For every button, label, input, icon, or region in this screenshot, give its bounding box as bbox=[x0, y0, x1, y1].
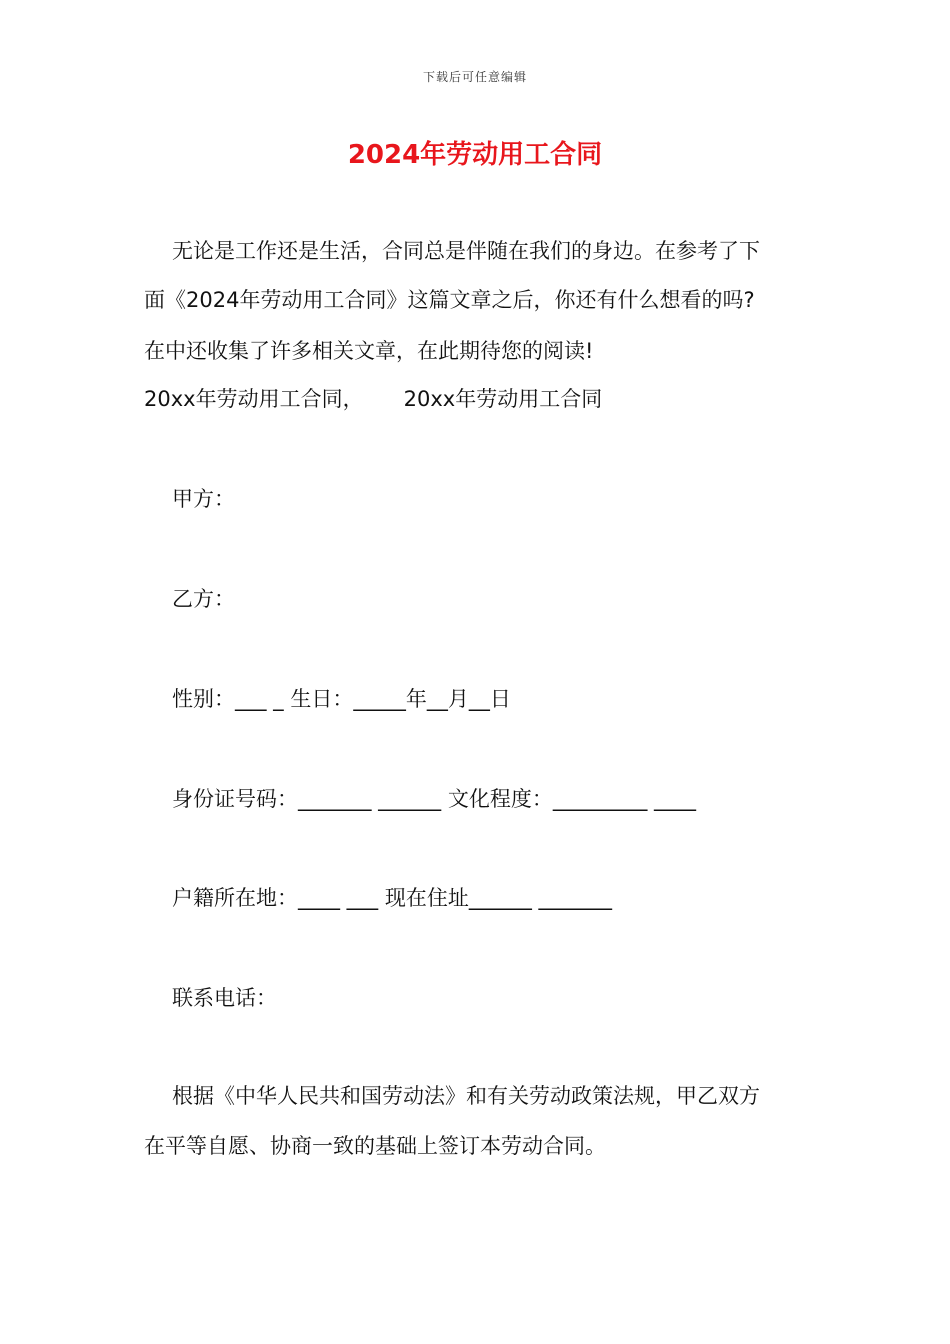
party-a-field: 甲方： bbox=[172, 487, 235, 511]
intro-line-1: 无论是工作还是生活，合同总是伴随在我们的身边。在参考了下 bbox=[172, 239, 760, 263]
party-b-field: 乙方： bbox=[172, 587, 235, 611]
address-field: 户籍所在地：____ ___ 现在住址______ _______ bbox=[172, 886, 613, 910]
gender-birth-field: 性别：___ _ 生日：_____年__月__日 bbox=[172, 687, 511, 711]
intro-line-3: 在中还收集了许多相关文章，在此期待您的阅读! bbox=[144, 339, 594, 363]
id-education-field: 身份证号码：_______ ______ 文化程度：_________ ____ bbox=[172, 787, 697, 811]
basis-line-2: 在平等自愿、协商一致的基础上签订本劳动合同。 bbox=[144, 1134, 606, 1158]
basis-line-1: 根据《中华人民共和国劳动法》和有关劳动政策法规，甲乙双方 bbox=[172, 1084, 760, 1108]
phone-field: 联系电话： bbox=[172, 986, 277, 1010]
intro-line-2: 面《2024年劳动用工合同》这篇文章之后，你还有什么想看的吗? bbox=[144, 288, 755, 312]
header-note: 下载后可任意编辑 bbox=[422, 70, 527, 84]
document-title: 2024年劳动用工合同 bbox=[347, 140, 603, 170]
related-titles-line: 20xx年劳动用工合同， 20xx年劳动用工合同 bbox=[144, 387, 603, 411]
